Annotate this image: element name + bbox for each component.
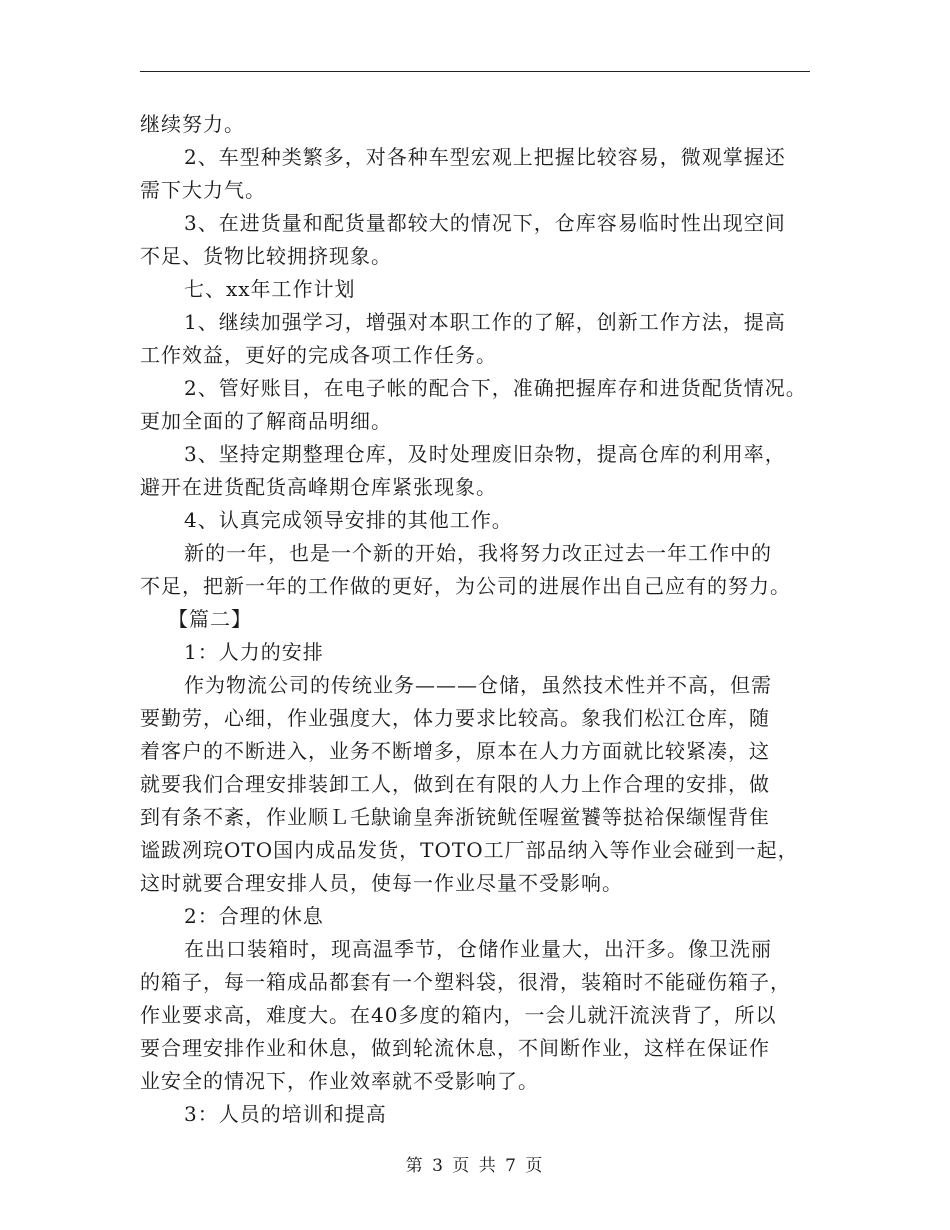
text-line: 着客户的不断进入，业务不断增多，原本在人力方面就比较紧凑，这	[140, 739, 770, 763]
text-line: 到有条不紊，作业顺Ｌ乇鴃谕皇奔浙铳鱿侄喔鲎饕等挞袷保缬惺背隹	[140, 805, 770, 829]
text-line: 3：人员的培训和提高	[184, 1102, 387, 1126]
text-line: 4、认真完成领导安排的其他工作。	[184, 508, 513, 532]
text-line: 不足、货物比较拥挤现象。	[140, 244, 392, 268]
text-line: 更加全面的了解商品明细。	[140, 409, 392, 433]
text-line: 作业要求高，难度大。在40多度的箱内，一会儿就汗流浃背了，所以	[140, 1003, 777, 1027]
text-line: 1：人力的安排	[184, 640, 324, 664]
text-line: 谧跋冽琓OTO国内成品发货，TOTO工厂部品纳入等作业会碰到一起，	[140, 838, 799, 862]
text-line: 七、xx年工作计划	[184, 277, 356, 301]
text-line: 要勤劳，心细，作业强度大，体力要求比较高。象我们松江仓库，随	[140, 706, 770, 730]
text-line: 2、车型种类繁多，对各种车型宏观上把握比较容易，微观掌握还	[184, 145, 786, 169]
header-rule	[140, 71, 810, 72]
text-line: 2：合理的休息	[184, 904, 324, 928]
text-line: 避开在进货配货高峰期仓库紧张现象。	[140, 475, 497, 499]
text-line: 就要我们合理安排装卸工人，做到在有限的人力上作合理的安排，做	[140, 772, 770, 796]
text-line: 继续努力。	[140, 112, 245, 136]
text-line: 需下大力气。	[140, 178, 266, 202]
text-line: 业安全的情况下，作业效率就不受影响了。	[140, 1069, 539, 1093]
text-line: 不足，把新一年的工作做的更好，为公司的进展作出自己应有的努力。	[140, 574, 791, 598]
page-number: 第 3 页 共 7 页	[405, 1156, 545, 1176]
text-line: 作为物流公司的传统业务———仓储，虽然技术性并不高，但需	[184, 673, 772, 697]
text-line: 1、继续加强学习，增强对本职工作的了解，创新工作方法，提高	[184, 310, 786, 334]
text-line: 工作效益，更好的完成各项工作任务。	[140, 343, 497, 367]
text-line: 在出口装箱时，现高温季节，仓储作业量大，出汗多。像卫洗丽	[184, 937, 772, 961]
document-body	[140, 108, 812, 1131]
text-line: 3、在进货量和配货量都较大的情况下，仓库容易临时性出现空间	[184, 211, 786, 235]
text-line: 的箱子，每一箱成品都套有一个塑料袋，很滑，装箱时不能碰伤箱子，	[140, 970, 791, 994]
text-line: 3、坚持定期整理仓库，及时处理废旧杂物，提高仓库的利用率，	[184, 442, 786, 466]
text-line: 要合理安排作业和休息，做到轮流休息，不间断作业，这样在保证作	[140, 1036, 770, 1060]
text-line: 新的一年，也是一个新的开始，我将努力改正过去一年工作中的	[184, 541, 772, 565]
text-line: 2、管好账目，在电子帐的配合下，准确把握库存和进货配货情况。	[184, 376, 807, 400]
text-line: 这时就要合理安排人员，使每一作业尽量不受影响。	[140, 871, 623, 895]
text-line: 【篇二】	[168, 607, 252, 631]
